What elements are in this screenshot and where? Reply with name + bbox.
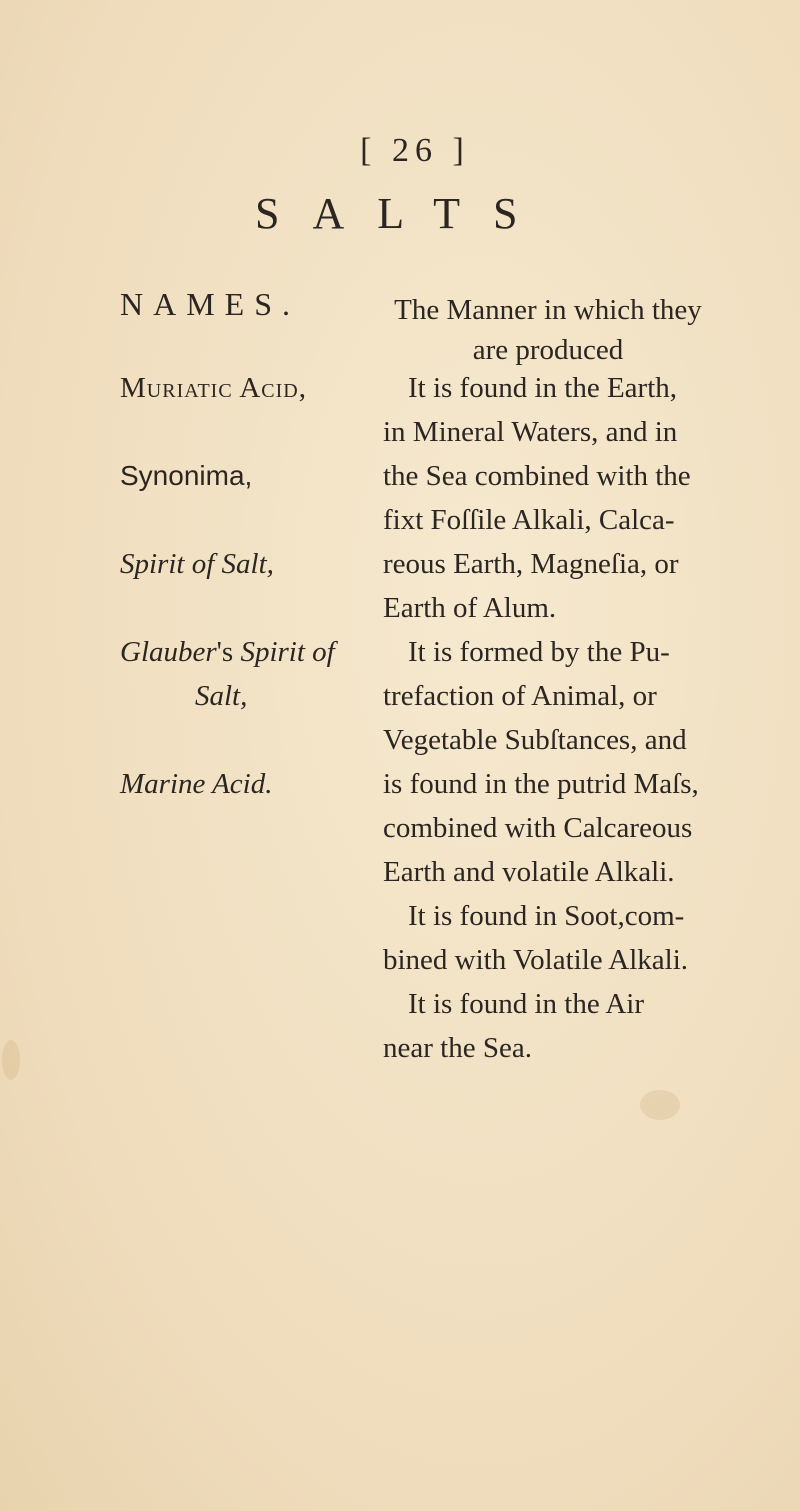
names-list — [120, 366, 370, 806]
manner-text — [383, 366, 728, 1070]
manner-line: Earth and volatile Alkali. — [383, 856, 675, 888]
name-glaubers-salt: Salt, — [195, 680, 248, 712]
spacer — [120, 410, 370, 454]
name-synonima: Synonima, — [120, 460, 253, 491]
name-spirit-of: Spirit of — [240, 636, 335, 668]
name-glauber-possessive: 's — [216, 636, 234, 668]
manner-line: Earth of Alum. — [383, 592, 557, 624]
manner-line: in Mineral Waters, and in — [383, 416, 678, 448]
manner-line: bined with Volatile Alkali. — [383, 944, 689, 976]
manner-line: It is formed by the Pu- — [408, 636, 670, 668]
name-glaubers-spirit — [120, 630, 370, 674]
paper-stain — [2, 1040, 20, 1080]
name-spirit-of-salt: Spirit of Salt, — [120, 548, 274, 580]
manner-line: trefaction of Animal, or — [383, 680, 657, 712]
manner-line: It is found in the Earth, — [408, 372, 678, 404]
manner-line: the Sea combined with the — [383, 460, 691, 492]
manner-heading-line: are produced — [472, 334, 624, 366]
spacer — [120, 498, 370, 542]
manner-column-heading — [378, 290, 718, 370]
name-muriatic-acid: Muriatic Acid, — [120, 372, 307, 404]
spacer — [120, 586, 370, 630]
manner-line: fixt Foſſile Alkali, Calca- — [383, 504, 675, 536]
manner-line: It is found in the Air — [408, 988, 645, 1020]
manner-line: It is found in Soot,com- — [408, 900, 685, 932]
manner-line: near the Sea. — [383, 1032, 532, 1064]
running-title: SALTS — [255, 189, 551, 238]
manner-line: is found in the putrid Maſs, — [383, 768, 699, 800]
manner-line: Vegetable Subſtances, and — [383, 724, 687, 756]
name-glauber: Glauber — [120, 636, 217, 668]
paper-stain — [640, 1090, 680, 1120]
manner-line: combined with Calcareous — [383, 812, 693, 844]
names-column-heading: NAMES. — [120, 286, 301, 322]
name-marine-acid: Marine Acid. — [120, 768, 273, 800]
spacer — [120, 718, 370, 762]
manner-heading-line: The Manner in which they — [394, 294, 702, 326]
manner-line: reous Earth, Magneſia, or — [383, 548, 679, 580]
page-number: [ 26 ] — [360, 132, 470, 169]
